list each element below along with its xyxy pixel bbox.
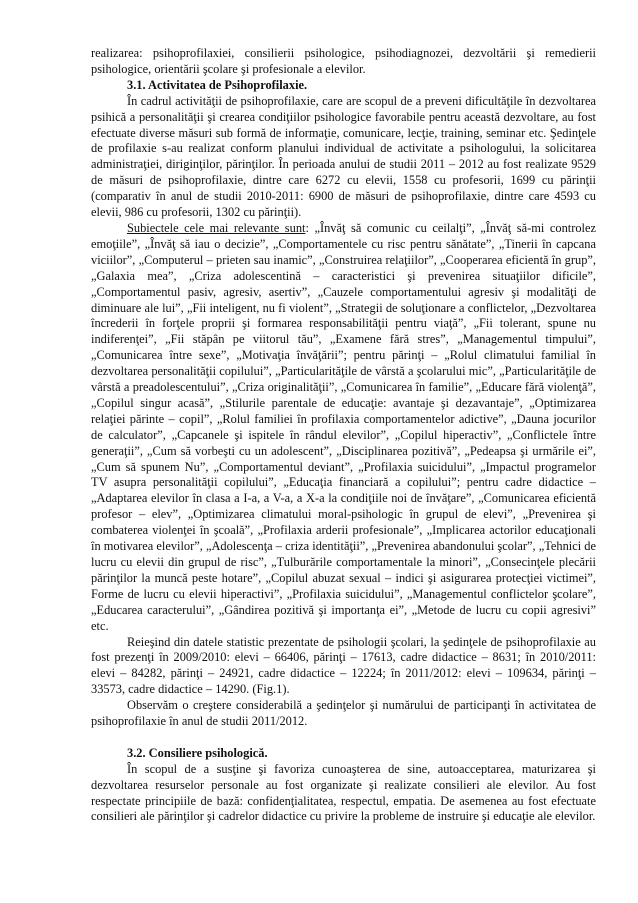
subjects-lead-underlined: Subiectele cele mai relevante sunt xyxy=(127,220,306,235)
section-3-1-heading: 3.1. Activitatea de Psihoprofilaxie. xyxy=(127,77,308,92)
psihoprofilaxie-paragraph: În cadrul activităţii de psihoprofilaxie, care are scopul de a preveni dificultăţile în dezvoltarea psihică a personalităţii şi crearea condiţiilor psihologice favorabile pentru această dezvoltare, au fost efectuate diverse măsuri sub formă de informaţie, comunicare, lecţie, training, seminar etc. Şedinţele de profilaxie s-au realizat conform planului individual de activitate a psihologului, la solicitarea administraţiei, diriginţilor, părinţilor. În perioada anului de studii 2011 – 2012 au fost realizate 9529 de măsuri de psihoprofilaxie, dintre care 6272 cu elevii, 1558 cu profesorii, 1699 cu părinţii (comparativ în anul de studii 2010-2011: 6900 de măsuri de psihoprofilaxie, dintre care 4593 cu elevii, 986 cu profesorii, 1302 cu părinţii). xyxy=(91,93,596,220)
consiliere-paragraph: În scopul de a susţine şi favoriza cunoaşterea de sine, autoacceptarea, maturizarea şi dezvoltarea resurselor personale au fost organizate şi realizate consilieri ale elevilor. Au fost respectate principiile de bază: confidenţialitatea, respectul, empatia. De asemenea au fost efectuate consilieri ale părinţilor şi cadrelor didactice cu privire la probleme de instruire şi educaţie ale elevilor. xyxy=(91,761,596,824)
intro-paragraph: realizarea: psihoprofilaxiei, consilierii psihologice, psihodiagnozei, dezvoltării şi remedierii psihologice, orientării şcolare şi profesionale a elevilor. xyxy=(91,46,596,76)
observation-paragraph: Observăm o creştere considerabilă a şedinţelor şi numărului de participanţi în activitatea de psihoprofilaxie în anul de studii 2011/2012. xyxy=(91,698,596,729)
section-3-2-heading: 3.2. Consiliere psihologică. xyxy=(127,745,268,760)
section-spacer xyxy=(91,730,596,746)
subjects-list-text: : „Învăţ să comunic cu ceilalţi”, „Învăţ să-mi controlez emoţiile”, „Învăţ să iau o decizie”, „Comportamentele cu risc pentru sănătate”, „Tinerii în capcana viciilor”, „Computerul – prieten sau inamic”, „Construirea relaţiilor”, „Cooperarea eficientă în grup”, „Galaxia mea”, „Criza adolescentină – caracteristici şi prevenirea situaţiilor dificile”, „Comportamentul pasiv, agresiv, asertiv”, „Cauzele comportamentului agresiv şi modalităţi de diminuare ale lui”, „Fii inteligent, nu fi violent”, „Strategii de soluţionare a conflictelor, „Dezvoltarea încrederii în forţele proprii şi formarea responsabilităţii pentru viaţă”, „Fii tolerant, spune nu indiferenţei”, „Fii stăpân pe viitorul tău”, „Examene fără stres”, „Managementul timpului”, „Comunicarea între sexe”, „Motivaţia învăţării”; pentru părinţi – „Rolul climatului familial în dezvoltarea personalităţii copilului”, „Particularităţile de vârstă a şcolarului mic”, „Particularităţile de vârstă a preadolescentului”, „Criza originalităţii”, „Comunicarea în familie”, „Educare fără violenţă”, „Copilul singur acasă”, „Stilurile parentale de educaţie: avantaje şi dezavantaje”, „Optimizarea relaţiei părinte – copil”, „Rolul familiei în profilaxia comportamentelor adictive”, „Dauna jocurilor de calculator”, „Capcanele şi ispitele în rândul elevilor”, „Copilul hiperactiv”, „Conflictele între generaţii”, „Cum să vorbeşti cu un adolescent”, „Disciplinarea pozitivă”, „Pedeapsa şi urmările ei”, „Cum să spunem Nu”, „Comportamentul deviant”, „Profilaxia suicidului”, „Impactul programelor TV asupra personalităţii copilului”, „Educaţia financiară a copilului”; pentru cadre didactice – „Adaptarea elevilor în clasa a I-a, a V-a, a X-a la condiţiile noi de învăţare”, „Comunicarea eficientă profesor – elev”, „Optimizarea climatului moral-psihologic în grupul de elevi”, „Prevenirea şi combaterea violenţei în şcoală”, „Profilaxia arderii profesionale”, „Implicarea actorilor educaţionali în motivarea elevilor”, „Adolescenţa – criza identităţii”, „Prevenirea abandonului şcolar”, „Tehnici de lucru cu elevii din grupul de risc”, „Tulburările comportamentale la minori”, „Consecinţele plecării părinţilor la muncă peste hotare”, „Copilul abuzat sexual – indici şi asigurarea protecţiei victimei”, Forme de lucru cu elevii hiperactivi”, „Profilaxia suicidului”, „Managementul conflictelor şcolare”, „Educarea caracterului”, „Gândirea pozitivă şi importanţa ei”, „Metode de lucru cu copii agresivi” etc. xyxy=(91,220,596,633)
subjects-paragraph xyxy=(91,221,596,635)
statistics-paragraph: Reieşind din datele statistic prezentate de psihologii şcolari, la şedinţele de psihoprofilaxie au fost prezenţi în 2009/2010: elevi – 66406, părinţi – 17613, cadre didactice – 8631; în 2010/2011: elevi – 84282, părinţi – 24921, cadre didactice – 12224; în 2011/2012: elevi – 109634, părinţi – 33573, cadre didactice – 14290. (Fig.1). xyxy=(91,634,596,697)
